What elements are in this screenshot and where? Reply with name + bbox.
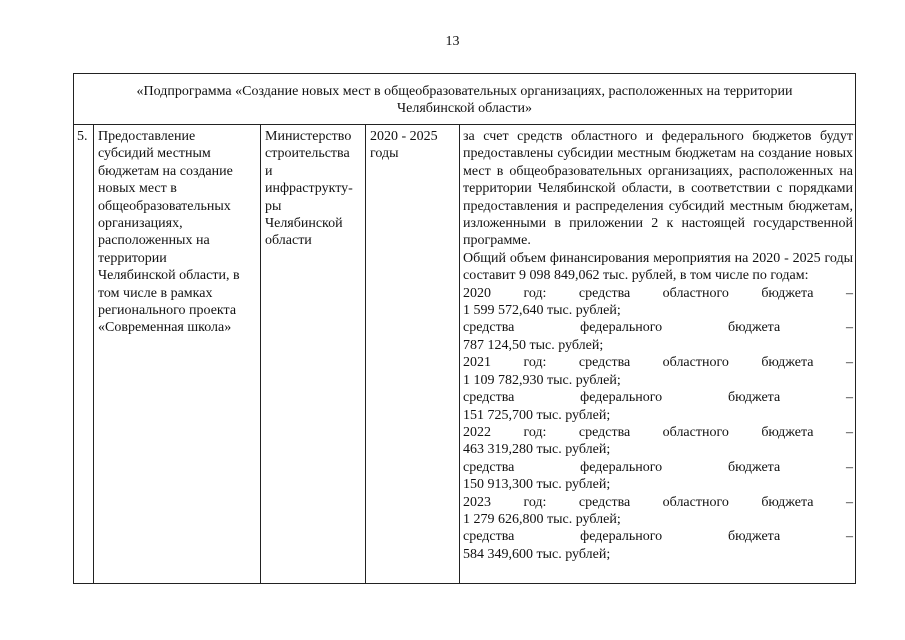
funding-word: бюджета (727, 320, 781, 336)
funding-word: бюджета (761, 285, 814, 301)
executor-line: ры (265, 198, 282, 214)
event-name-cell (93, 125, 260, 583)
funding-word: – (845, 320, 853, 336)
funding-word: федерального (580, 529, 663, 545)
funding-source-line (463, 528, 853, 545)
event-name-line: Предоставление (98, 129, 196, 144)
funding-source-line (463, 459, 853, 476)
funding-word: бюджета (727, 459, 781, 475)
event-name-line: «Современная школа» (98, 320, 232, 336)
funding-word: областного (662, 424, 729, 440)
funding-word: – (845, 424, 853, 440)
funding-word: средства (463, 529, 515, 545)
funding-word: бюджета (761, 355, 814, 371)
funding-word: 2023 (463, 494, 491, 510)
funding-word: средства (463, 459, 515, 475)
funding-amount: 150 913,300 тыс. рублей; (463, 477, 611, 493)
executor-line: области (265, 233, 312, 249)
funding-source-line (463, 354, 853, 371)
description-cell (459, 125, 855, 583)
event-name-line: регионального проекта (98, 303, 237, 319)
subprogram-header (74, 74, 855, 125)
event-name-line: бюджетам на создание (98, 163, 233, 179)
total-funding-paragraph: Общий объем финансирования мероприятия на 2020 - 2025 годы составит 9 098 849,062 тыс. рублей, в том числе по годам: (463, 250, 853, 284)
funding-word: – (845, 390, 853, 406)
funding-amount: 1 599 572,640 тыс. рублей; (463, 303, 621, 319)
funding-word: – (845, 459, 853, 475)
executor-cell (260, 125, 365, 583)
funding-word: 2021 (463, 355, 491, 371)
funding-word: средства (578, 355, 631, 371)
executor-line: строительства (265, 146, 350, 162)
funding-source-line (463, 494, 853, 511)
funding-word: – (845, 285, 853, 301)
funding-word: федерального (580, 390, 663, 406)
funding-word: 2020 (463, 285, 491, 301)
funding-amount: 1 279 626,800 тыс. рублей; (463, 511, 621, 527)
funding-word: год: (523, 355, 547, 371)
description-paragraph: за счет средств областного и федерального бюджетов будут предоставлены субсидии местным бюджетам на создание новых мест в общеобразовательных организациях, расположенных на территории Челябинской области, в соответствии с порядками предоставления и распределения субсидий местным бюджетам, изложенными в приложении 2 к настоящей государственной программе. (463, 129, 853, 249)
page-number: 13 (445, 34, 460, 49)
funding-word: средства (463, 390, 515, 406)
executor-line: Челябинской (265, 216, 343, 232)
executor-line: инфраструкту- (265, 181, 353, 197)
subprogram-title-line2: Челябинской области» (397, 101, 532, 116)
funding-word: областного (662, 355, 729, 371)
funding-word: средства (463, 320, 515, 336)
funding-word: средства (578, 285, 631, 301)
event-name-line: Челябинской области, в (98, 268, 240, 284)
executor (261, 125, 365, 250)
funding-word: год: (523, 494, 547, 510)
row-number: 5. (77, 129, 88, 144)
funding-amount: 1 109 782,930 тыс. рублей; (463, 372, 621, 388)
event-name-line: расположенных на (98, 233, 210, 249)
subprogram-title-line1: «Подпрограмма «Создание новых мест в общеобразовательных организациях, расположенных на территории (136, 84, 793, 99)
funding-word: год: (523, 285, 547, 301)
funding-amount: 584 349,600 тыс. рублей; (463, 546, 611, 562)
event-name-line: организациях, (98, 216, 183, 232)
event-name-line: субсидий местным (98, 146, 211, 162)
period-cell (365, 125, 459, 583)
funding-word: год: (523, 424, 547, 440)
funding-amount: 151 725,700 тыс. рублей; (463, 407, 611, 423)
funding-word: федерального (580, 320, 663, 336)
document-table (73, 73, 856, 584)
funding-source-line (463, 424, 853, 441)
funding-word: бюджета (727, 390, 781, 406)
funding-word: областного (662, 285, 729, 301)
funding-source-line (463, 285, 853, 302)
funding-word: – (845, 355, 853, 371)
funding-word: средства (578, 494, 631, 510)
executor-line: и (265, 163, 273, 179)
event-name-line: том числе в рамках (98, 285, 213, 301)
event-name-line: общеобразовательных (98, 198, 231, 214)
period: 2020 - 2025 годы (370, 129, 438, 162)
funding-list (463, 285, 853, 564)
row-number-cell (74, 125, 93, 583)
event-name-line: новых мест в (98, 181, 177, 197)
funding-word: – (845, 529, 853, 545)
funding-word: средства (578, 424, 631, 440)
funding-word: бюджета (761, 424, 814, 440)
funding-word: областного (662, 494, 729, 510)
funding-amount: 787 124,50 тыс. рублей; (463, 337, 604, 353)
executor-line: Министерство (265, 129, 352, 144)
event-name (94, 125, 260, 337)
event-name-line: территории (98, 250, 167, 266)
funding-word: бюджета (727, 529, 781, 545)
funding-source-line (463, 319, 853, 336)
funding-word: – (845, 494, 853, 510)
funding-word: бюджета (761, 494, 814, 510)
funding-source-line (463, 389, 853, 406)
funding-word: 2022 (463, 424, 491, 440)
funding-word: федерального (580, 459, 663, 475)
funding-amount: 463 319,280 тыс. рублей; (463, 442, 611, 458)
